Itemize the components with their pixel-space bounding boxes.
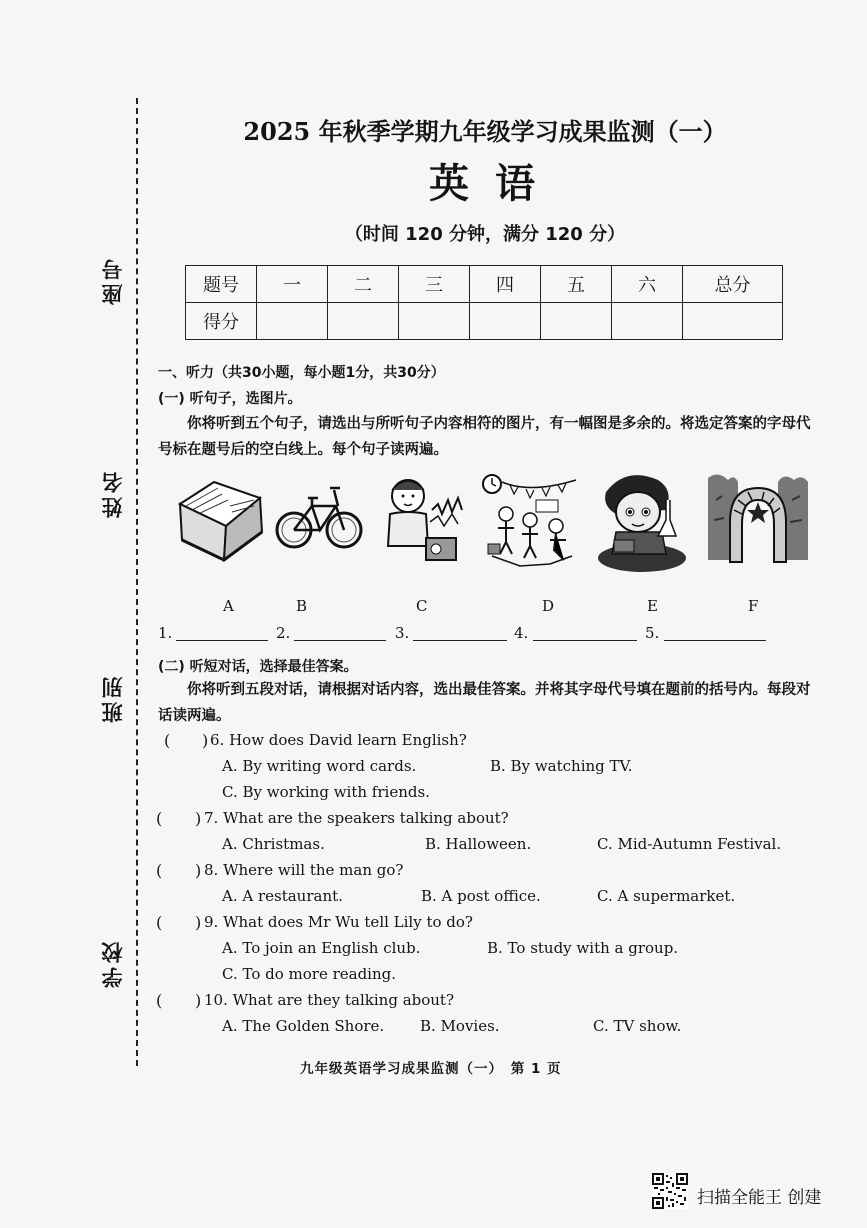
question-6-option-a: A. By writing word cards.	[222, 757, 417, 775]
score-blank-6[interactable]	[612, 303, 683, 340]
score-blank-3[interactable]	[399, 303, 470, 340]
page-footer: 九年级英语学习成果监测（一） 第 1 页	[300, 1061, 562, 1077]
class-label: 班别	[101, 673, 125, 723]
binding-dashed-line	[136, 98, 138, 1066]
answer-paren-8-open[interactable]: (	[156, 861, 163, 880]
time-note: （时间 120 分钟，满分 120 分）	[344, 224, 626, 245]
boy-science-icon	[596, 470, 688, 572]
score-cell-label: 题号	[186, 266, 257, 303]
question-7: 7. What are the speakers talking about?	[204, 809, 509, 827]
score-table	[185, 265, 783, 340]
children-party-icon	[480, 470, 580, 574]
score-blank-total[interactable]	[683, 303, 783, 340]
scanner-watermark: 扫描全能王 创建	[697, 1188, 822, 1208]
score-table-score-row	[186, 303, 783, 340]
question-9-option-b: B. To study with a group.	[487, 939, 679, 957]
question-6-option-c: C. By working with friends.	[222, 783, 430, 801]
qr-code-icon	[652, 1173, 688, 1209]
blank-number-5: 5.	[645, 624, 660, 642]
answer-paren-10-open[interactable]: (	[156, 991, 163, 1010]
answer-paren-9-close: )	[195, 913, 202, 932]
answer-blank-4[interactable]	[533, 640, 637, 641]
answer-paren-6-open[interactable]: (	[164, 731, 171, 750]
answer-blank-1[interactable]	[176, 640, 268, 641]
picture-label-e: E	[647, 597, 658, 615]
question-9-option-a: A. To join an English club.	[222, 939, 421, 957]
score-cell-3: 三	[399, 266, 470, 303]
subject-title: 英 语	[429, 161, 541, 207]
picture-label-a: A	[223, 597, 234, 615]
score-cell-4: 四	[470, 266, 541, 303]
exam-title: 2025 年秋季学期九年级学习成果监测（一）	[243, 117, 727, 146]
part1-instruction: 你将听到五个句子，请选出与所听句子内容相符的图片，有一幅图是多余的。将选定答案的字母代号标在题号后的空白线上。每个句子读两遍。	[158, 416, 811, 458]
picture-label-d: D	[542, 597, 555, 615]
score-cell-1: 一	[257, 266, 328, 303]
picture-label-c: C	[416, 597, 428, 615]
score-row-label: 得分	[186, 303, 257, 340]
score-blank-5[interactable]	[541, 303, 612, 340]
score-table-header-row	[186, 266, 783, 303]
question-7-option-c: C. Mid-Autumn Festival.	[597, 835, 782, 853]
question-9: 9. What does Mr Wu tell Lily to do?	[204, 913, 473, 931]
answer-paren-7-close: )	[195, 809, 202, 828]
answer-blank-3[interactable]	[413, 640, 507, 641]
question-10-option-c: C. TV show.	[593, 1017, 682, 1035]
blank-number-4: 4.	[514, 624, 529, 642]
question-6: 6. How does David learn English?	[210, 731, 467, 749]
question-7-option-a: A. Christmas.	[222, 835, 325, 853]
score-cell-6: 六	[612, 266, 683, 303]
question-8-option-a: A. A restaurant.	[222, 887, 343, 905]
picture-label-f: F	[748, 597, 759, 615]
question-10-option-b: B. Movies.	[420, 1017, 500, 1035]
answer-paren-8-close: )	[195, 861, 202, 880]
name-label: 姓名	[101, 468, 125, 518]
score-blank-1[interactable]	[257, 303, 328, 340]
question-7-option-b: B. Halloween.	[425, 835, 532, 853]
answer-blank-2[interactable]	[294, 640, 386, 641]
question-8: 8. Where will the man go?	[204, 861, 404, 879]
answer-paren-6-close: )	[202, 731, 209, 750]
answer-blank-5[interactable]	[664, 640, 766, 641]
section-listening-heading: 一、听力（共30小题，每小题1分，共30分）	[158, 365, 445, 381]
part1-heading: (一) 听句子，选图片。	[158, 391, 302, 407]
question-10: 10. What are they talking about?	[204, 991, 454, 1009]
answer-paren-9-open[interactable]: (	[156, 913, 163, 932]
seat-number-label: 座号	[101, 255, 125, 305]
question-8-option-b: B. A post office.	[421, 887, 541, 905]
part2-heading: (二) 听短对话，选择最佳答案。	[158, 659, 358, 675]
boy-listening-radio-icon	[378, 470, 470, 570]
question-10-option-a: A. The Golden Shore.	[222, 1017, 385, 1035]
stone-arch-gate-icon	[708, 470, 808, 566]
question-9-option-c: C. To do more reading.	[222, 965, 397, 983]
blank-number-1: 1.	[158, 624, 173, 642]
school-label: 学校	[101, 938, 125, 988]
question-8-option-c: C. A supermarket.	[597, 887, 736, 905]
bicycle-icon	[274, 470, 364, 566]
part2-instruction: 你将听到五段对话，请根据对话内容，选出最佳答案。并将其字母代号填在题前的括号内。每段对话读两遍。	[158, 682, 811, 724]
score-cell-total: 总分	[683, 266, 783, 303]
answer-paren-10-close: )	[195, 991, 202, 1010]
blank-number-2: 2.	[276, 624, 291, 642]
picture-label-b: B	[296, 597, 308, 615]
answer-paren-7-open[interactable]: (	[156, 809, 163, 828]
score-cell-5: 五	[541, 266, 612, 303]
score-cell-2: 二	[328, 266, 399, 303]
score-blank-4[interactable]	[470, 303, 541, 340]
question-6-option-b: B. By watching TV.	[490, 757, 633, 775]
blank-number-3: 3.	[395, 624, 410, 642]
open-book-icon	[174, 470, 266, 566]
score-blank-2[interactable]	[328, 303, 399, 340]
